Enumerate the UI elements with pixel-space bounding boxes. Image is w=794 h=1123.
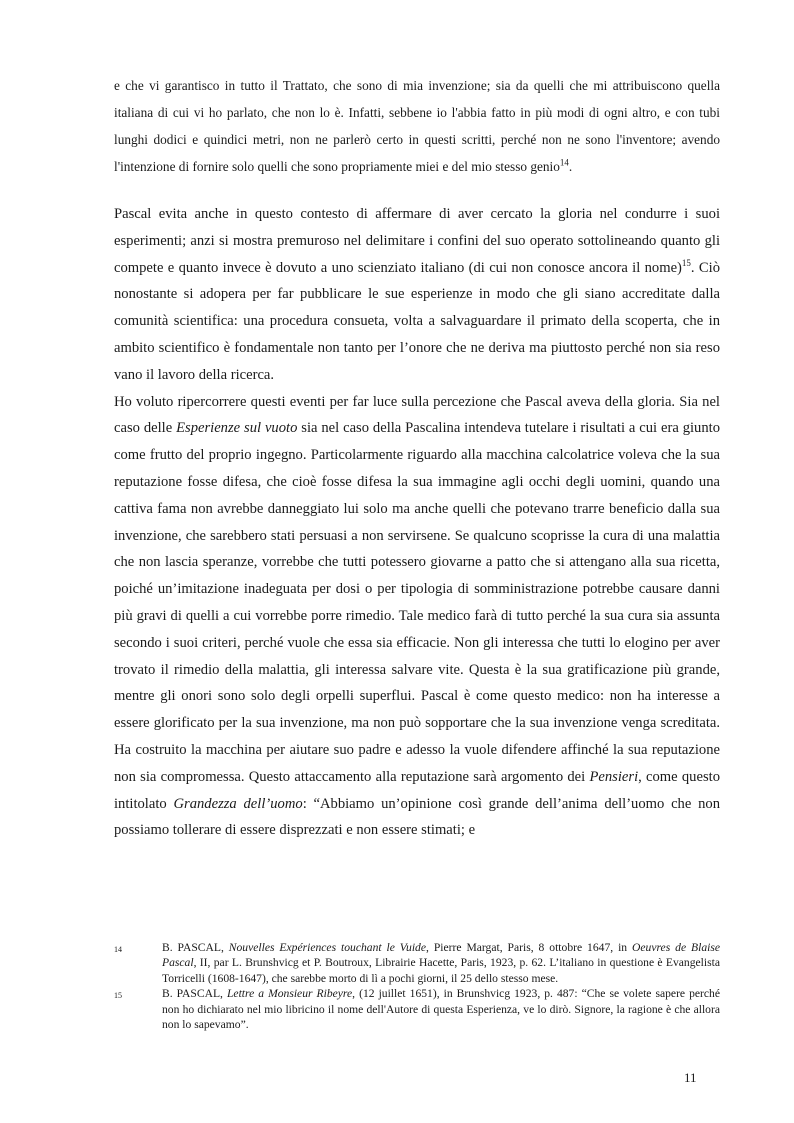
footnote-title-2: Oeuvres de Blaise Pascal	[162, 941, 720, 970]
footnote-rest: , II, par L. Brunshvicg et P. Boutroux, Librairie Hacette, Paris, 1923, p. 62. L’italiano in questione è Evangelista Torricelli (1608-1647), che sarebbe morto di lì a pochi giorni, il 25 dello stesso mese.	[162, 956, 720, 985]
footnote-15	[114, 986, 720, 1032]
quote-end: .	[568, 159, 573, 174]
footnote-rest: , (12 juillet 1651), in Brunshvicg 1923, p. 487: “Che se volete sapere perché non ho dichiarato nel mio libricino il nome dell'Autore di questa Esperienza, ve lo dirò. Signore, la ragione è che allora non lo sapevamo”.	[162, 987, 720, 1032]
footnote-number: 15	[114, 991, 122, 1001]
quote-text: e che vi garantisco in tutto il Trattato, che sono di mia invenzione; sia da quelli che mi attribuiscono quella italiana di cui vi ho parlato, che non lo è. Infatti, sebbene io l'abbia fatto in più modi di ogni altro, e con tubi lunghi dodici e quindici metri, non ne parlerò certo in questi scritti, perché non ne sono l'inventore; avendo l'intenzione di fornire solo quelli che sono propriamente miei e del mio stesso genio	[114, 78, 720, 174]
footnote-middle: , Pierre Margat, Paris, 8 ottobre 1647, in	[426, 941, 633, 954]
footnote-author: B. PASCAL,	[162, 987, 227, 1001]
footnote-ref-14[interactable]: 14	[559, 157, 569, 168]
paragraph-2-part-3: , come questo intitolato	[114, 768, 720, 812]
footnote-title: Lettre a Monsieur Ribeyre	[226, 987, 353, 1001]
paragraph-1	[114, 201, 720, 389]
italic-grandezza-dell-uomo: Grandezza dell’uomo	[173, 795, 303, 812]
paragraph-2	[114, 389, 720, 845]
footnote-14	[114, 940, 720, 986]
block-quote	[114, 72, 720, 180]
paragraph-2-part-4: : “Abbiamo un’opinione così grande dell’anima dell’uomo che non possiamo tollerare di essere disprezzati e non essere stimati; e	[114, 795, 720, 839]
footnote-number: 14	[114, 945, 122, 954]
paragraph-1-part-2: . Ciò nonostante si adopera per far pubblicare le sue esperienze in modo che gli siano accreditate dalla comunità scientifica: una procedura consueta, volta a salvaguardare il primato della scoperta, che in ambito scientifico è fondamentale non tanto per l’onore che ne deriva ma piuttosto perché non sia reso vano il lavoro della ricerca.	[114, 259, 720, 383]
paragraph-2-part-1: Ho voluto ripercorrere questi eventi per far luce sulla percezione che Pascal aveva della gloria. Sia nel caso delle	[114, 393, 720, 437]
italic-pensieri: Pensieri	[589, 768, 639, 785]
footnote-ref-15[interactable]: 15	[681, 257, 691, 268]
footnote-author: B. PASCAL,	[162, 941, 229, 954]
footnote-title: Nouvelles Expériences touchant le Vuide	[228, 941, 426, 954]
italic-esperienze-sul-vuoto: Esperienze sul vuoto	[176, 420, 298, 437]
body-text	[114, 201, 720, 844]
paragraph-1-part-1: Pascal evita anche in questo contesto di affermare di aver cercato la gloria nel condurre i suoi esperimenti; anzi si mostra premuroso nel delimitare i confini del suo operato sottolineando quanto gli compete e quanto invece è dovuto a uno scienziato italiano (di cui non conosce ancora il nome)	[114, 206, 720, 276]
page-number: 11	[684, 1070, 697, 1085]
footnotes	[114, 940, 720, 1032]
paragraph-2-part-2: sia nel caso della Pascalina intendeva tutelare i risultati a cui era giunto come frutto del proprio ingegno. Particolarmente riguardo alla macchina calcolatrice voleva che la sua reputazione fosse difesa, che cioè fosse difesa la sua immagine agli occhi degli uomini, quando una cattiva fama non avrebbe danneggiato lui solo ma anche quelli che potevano trarre beneficio dalla sua invenzione, che sarebbero stati persuasi a non servirsene. Se qualcuno scoprisse la cura di una malattia che non lascia speranze, vorrebbe che tutti potessero giovarne a patto che si attengano alla sua ricetta, poiché un’imitazione inadeguata per dosi o per tipologia di somministrazione potrebbe causare danni più gravi di quelli a cui vorrebbe porre rimedio. Tale medico farà di tutto perché la sua cura sia assunta secondo i suoi criteri, perché vuole che essa sia efficacie. Non gli interessa che tutti lo elogino per aver trovato il rimedio della malattia, gli interessa salvare vite. Questa è la sua gratificazione più grande, mentre gli onori sono solo degli orpelli superflui. Pascal è come questo medico: non ha interesse a essere glorificato per la sua invenzione, ma non può sopportare che la sua invenzione venga screditata. Ha costruito la macchina per aiutare suo padre e adesso la vuole difendere affinché la sua reputazione non sia compromessa. Questo attaccamento alla reputazione sarà argomento dei	[114, 420, 720, 785]
